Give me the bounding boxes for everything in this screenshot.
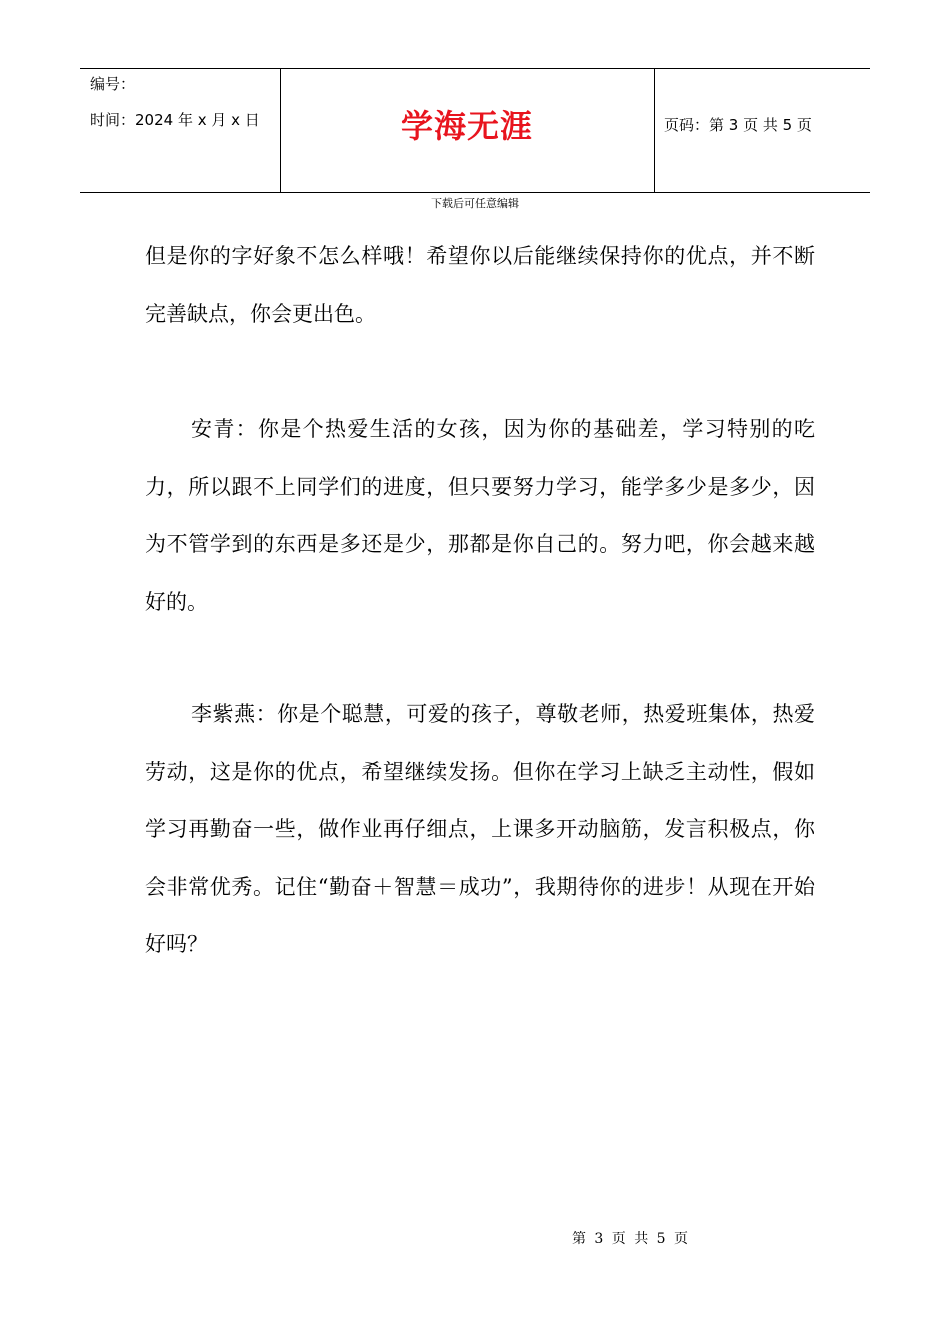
comment-paragraph: 但是你的字好象不怎么样哦！希望你以后能继续保持你的优点，并不断完善缺点，你会更出色。 — [145, 244, 815, 326]
header-divider — [654, 69, 655, 192]
page-footer: 第 3 页 共 5 页 — [571, 1231, 689, 1247]
download-note: 下载后可任意编辑 — [431, 197, 519, 210]
date-label: 时间：2024 年 x 月 x 日 — [90, 111, 260, 129]
page-code-label: 页码：第 3 页 共 5 页 — [664, 116, 812, 134]
comment-paragraph: 李紫燕：你是个聪慧，可爱的孩子，尊敬老师，热爱班集体，热爱劳动，这是你的优点，希望继续发扬。但你在学习上缺乏主动性，假如学习再勤奋一些，做作业再仔细点，上课多开动脑筋，发言积极点，你会非常优秀。记住“勤奋＋智慧＝成功”，我期待你的进步！从现在开始好吗？ — [145, 702, 815, 956]
document-header-table — [80, 68, 870, 193]
brand-title: 学海无涯 — [400, 107, 533, 145]
comment-paragraph: 安青：你是个热爱生活的女孩，因为你的基础差，学习特别的吃力，所以跟不上同学们的进度，但只要努力学习，能学多少是多少，因为不管学到的东西是多还是少，那都是你自己的。努力吧，你会越来越好的。 — [145, 417, 815, 614]
serial-number-label: 编号： — [90, 75, 136, 93]
